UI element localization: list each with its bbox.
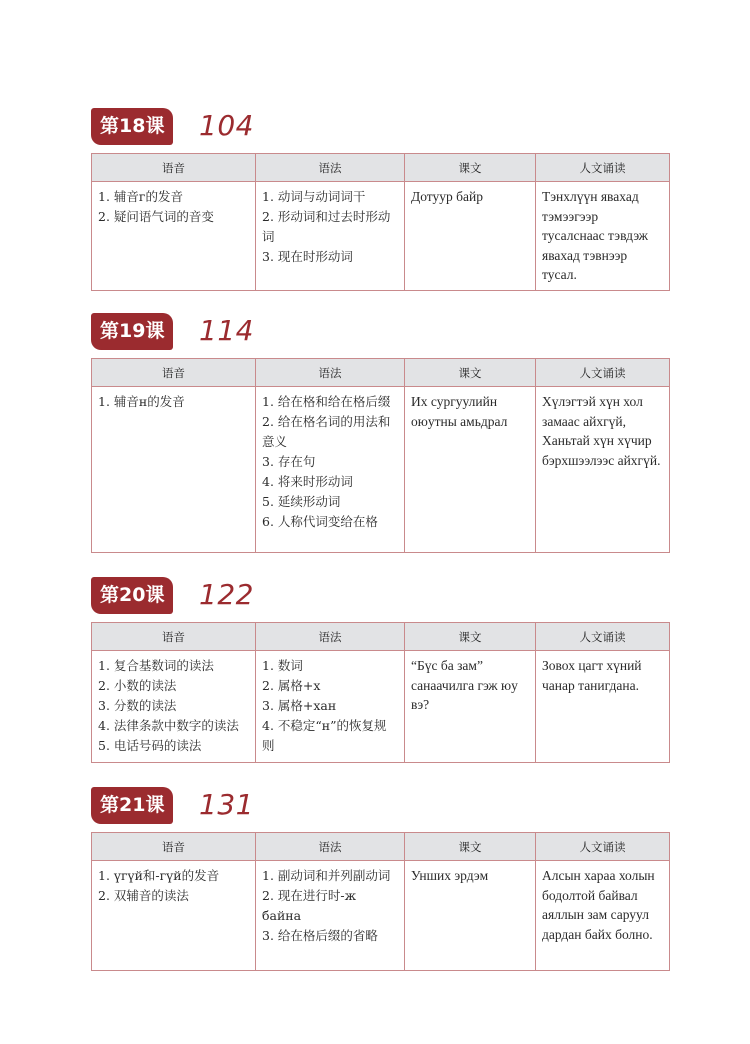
grammar-item: 1. 数词 bbox=[262, 658, 303, 673]
table-header-row bbox=[92, 359, 670, 387]
phonetics-item: 1. 复合基数词的读法 bbox=[98, 658, 214, 673]
grammar-cell bbox=[256, 651, 405, 763]
header-text: 课文 bbox=[405, 833, 536, 861]
text-cell: Их сургуулийн оюутны амьдрал bbox=[405, 387, 536, 553]
header-grammar: 语法 bbox=[256, 833, 405, 861]
table-row bbox=[92, 861, 670, 971]
grammar-item: 5. 延续形动词 bbox=[262, 494, 341, 509]
grammar-cell bbox=[256, 182, 405, 291]
table-row bbox=[92, 387, 670, 553]
grammar-item: 6. 人称代词变给在格 bbox=[262, 514, 378, 529]
phonetics-item: 5. 电话号码的读法 bbox=[98, 738, 202, 753]
header-humanities: 人文诵读 bbox=[536, 833, 670, 861]
header-text: 课文 bbox=[405, 154, 536, 182]
header-grammar: 语法 bbox=[256, 359, 405, 387]
lesson-header bbox=[91, 577, 669, 617]
header-phonetics: 语音 bbox=[92, 623, 256, 651]
grammar-item: 2. 给在格名词的用法和意义 bbox=[262, 414, 391, 449]
lesson-21 bbox=[91, 787, 669, 943]
humanities-cell: Тэнхлүүн явахад тэмээгээр тусалснаас тэвдэж явахад тэвнээр тусал. bbox=[536, 182, 670, 291]
table-header-row bbox=[92, 833, 670, 861]
header-text: 课文 bbox=[405, 623, 536, 651]
lesson-page-number: 114 bbox=[199, 314, 254, 347]
table-header-row bbox=[92, 623, 670, 651]
header-grammar: 语法 bbox=[256, 154, 405, 182]
grammar-item: 4. 将来时形动词 bbox=[262, 474, 353, 489]
grammar-item: 3. 存在句 bbox=[262, 454, 316, 469]
phonetics-item: 2. 小数的读法 bbox=[98, 678, 177, 693]
lesson-page-number: 122 bbox=[199, 578, 254, 611]
grammar-item: 2. 属格+х bbox=[262, 678, 321, 693]
phonetics-item: 3. 分数的读法 bbox=[98, 698, 177, 713]
lesson-badge: 第19课 bbox=[91, 313, 173, 350]
lesson-badge: 第20课 bbox=[91, 577, 173, 614]
header-grammar: 语法 bbox=[256, 623, 405, 651]
header-text: 课文 bbox=[405, 359, 536, 387]
phonetics-item: 2. 疑问语气词的音变 bbox=[98, 209, 214, 224]
header-phonetics: 语音 bbox=[92, 359, 256, 387]
phonetics-cell bbox=[92, 387, 256, 553]
lesson-badge: 第18课 bbox=[91, 108, 173, 145]
phonetics-cell bbox=[92, 182, 256, 291]
phonetics-item: 4. 法律条款中数字的读法 bbox=[98, 718, 239, 733]
humanities-cell: Хүлэгтэй хүн хол замаас айхгүй, Ханьтай хүн хүчир бэрхшээлээс айхгүй. bbox=[536, 387, 670, 553]
grammar-cell bbox=[256, 861, 405, 971]
header-humanities: 人文诵读 bbox=[536, 359, 670, 387]
phonetics-item: 1. үгүй和-гүй的发音 bbox=[98, 868, 220, 883]
header-humanities: 人文诵读 bbox=[536, 623, 670, 651]
lesson-header bbox=[91, 313, 669, 353]
lesson-header bbox=[91, 787, 669, 827]
grammar-item: 3. 现在时形动词 bbox=[262, 249, 353, 264]
table-row bbox=[92, 651, 670, 763]
phonetics-item: 1. 辅音н的发音 bbox=[98, 394, 185, 409]
grammar-item: 3. 给在格后缀的省略 bbox=[262, 928, 378, 943]
phonetics-item: 1. 辅音г的发音 bbox=[98, 189, 183, 204]
humanities-cell: Зовох цагт хүний чанар танигдана. bbox=[536, 651, 670, 763]
grammar-item: 1. 动词与动词词干 bbox=[262, 189, 366, 204]
table-header-row bbox=[92, 154, 670, 182]
lesson-table bbox=[91, 832, 670, 971]
header-humanities: 人文诵读 bbox=[536, 154, 670, 182]
phonetics-cell bbox=[92, 861, 256, 971]
text-cell: Унших эрдэм bbox=[405, 861, 536, 971]
grammar-item: 3. 属格+хан bbox=[262, 698, 337, 713]
grammar-item: 4. 不稳定“н”的恢复规则 bbox=[262, 718, 387, 753]
lesson-header bbox=[91, 108, 669, 148]
table-row bbox=[92, 182, 670, 291]
lesson-badge: 第21课 bbox=[91, 787, 173, 824]
lesson-table bbox=[91, 153, 670, 291]
grammar-item: 1. 副动词和并列副动词 bbox=[262, 868, 391, 883]
grammar-item: 2. 形动词和过去时形动词 bbox=[262, 209, 391, 244]
phonetics-cell bbox=[92, 651, 256, 763]
phonetics-item: 2. 双辅音的读法 bbox=[98, 888, 189, 903]
lesson-page-number: 131 bbox=[199, 788, 254, 821]
text-cell: “Бүс ба зам” санаачилга гэж юу вэ? bbox=[405, 651, 536, 763]
header-phonetics: 语音 bbox=[92, 154, 256, 182]
humanities-cell: Алсын хараа холын бодолтой байвал аяллын зам саруул дардан байх болно. bbox=[536, 861, 670, 971]
grammar-cell bbox=[256, 387, 405, 553]
lesson-19 bbox=[91, 313, 669, 529]
grammar-item: 2. 现在进行时-ж байна bbox=[262, 888, 357, 923]
text-cell: Дотуур байр bbox=[405, 182, 536, 291]
lesson-18 bbox=[91, 108, 669, 282]
header-phonetics: 语音 bbox=[92, 833, 256, 861]
lesson-page-number: 104 bbox=[199, 109, 254, 142]
lesson-table bbox=[91, 358, 670, 553]
grammar-item: 1. 给在格和给在格后缀 bbox=[262, 394, 391, 409]
lesson-table bbox=[91, 622, 670, 763]
lesson-20 bbox=[91, 577, 669, 753]
